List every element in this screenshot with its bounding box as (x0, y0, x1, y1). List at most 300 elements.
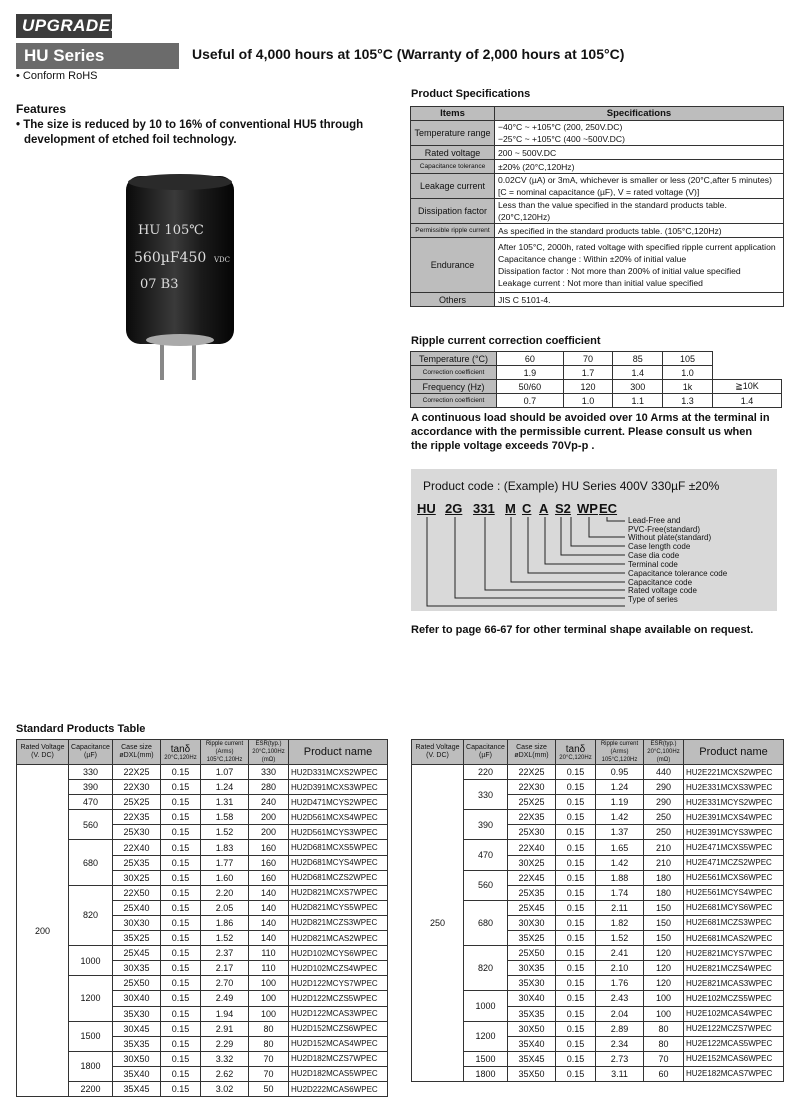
product-name-cell: HU2E471MCZS2WPEC (684, 855, 784, 870)
ripple-cell: 3.32 (201, 1051, 249, 1066)
case-size-cell: 30X35 (508, 961, 556, 976)
col-tan: tanδ 20°C,120Hz (161, 740, 201, 765)
capacitance-cell: 820 (464, 946, 508, 991)
series-title: HU Series (16, 43, 179, 69)
spec-dis-value: Less than the value specified in the standard products table. (20°C,120Hz) (495, 199, 784, 224)
tan-cell: 0.15 (556, 825, 596, 840)
case-size-cell: 22X30 (113, 780, 161, 795)
case-size-cell: 25X50 (113, 976, 161, 991)
standard-products-title: Standard Products Table (16, 723, 146, 735)
tan-cell: 0.15 (161, 840, 201, 855)
tan-cell: 0.15 (161, 1066, 201, 1081)
ripple-table (410, 351, 782, 408)
tan-cell: 0.15 (161, 1021, 201, 1036)
product-name-cell: HU2E122MCZS7WPEC (684, 1021, 784, 1036)
tan-cell: 0.15 (556, 1036, 596, 1051)
esr-cell: 200 (249, 825, 289, 840)
col-ripple: Ripple current (Arms) 105°C,120Hz (201, 740, 249, 765)
spec-end-label: Endurance (411, 238, 495, 293)
case-size-cell: 30X25 (508, 855, 556, 870)
esr-cell: 120 (644, 976, 684, 991)
ripple-freq-coef: 0.7 (497, 394, 564, 408)
tan-cell: 0.15 (161, 961, 201, 976)
esr-cell: 140 (249, 931, 289, 946)
ripple-cell: 2.34 (596, 1036, 644, 1051)
tan-cell: 0.15 (556, 1021, 596, 1036)
tan-cell: 0.15 (556, 840, 596, 855)
tan-cell: 0.15 (161, 780, 201, 795)
upgrade-badge: UPGRADE! (16, 14, 112, 38)
ripple-cell: 2.49 (201, 991, 249, 1006)
ripple-cell: 1.77 (201, 855, 249, 870)
table-row (412, 946, 784, 961)
esr-cell: 290 (644, 780, 684, 795)
ripple-cell: 1.52 (201, 825, 249, 840)
capacitance-cell: 680 (464, 900, 508, 945)
product-name-cell: HU2E391MCXS4WPEC (684, 810, 784, 825)
product-name-cell: HU2D122MCAS3WPEC (289, 1006, 388, 1021)
spec-end-line: Capacitance change : Within ±20% of initial value (498, 254, 687, 264)
col-voltage: Rated Voltage (V. DC) (412, 740, 464, 765)
product-name-cell: HU2E561MCXS6WPEC (684, 870, 784, 885)
code-seg: EC (599, 501, 618, 516)
case-size-cell: 25X35 (113, 855, 161, 870)
table-row (17, 1081, 388, 1096)
table-row (17, 795, 388, 810)
esr-cell: 110 (249, 961, 289, 976)
ripple-cell: 2.17 (201, 961, 249, 976)
capacitance-cell: 1200 (464, 1021, 508, 1051)
ripple-temp: 105 (663, 352, 713, 366)
ripple-cell: 1.31 (201, 795, 249, 810)
case-size-cell: 25X30 (113, 825, 161, 840)
case-size-cell: 22X25 (113, 765, 161, 780)
product-name-cell: HU2E152MCAS6WPEC (684, 1051, 784, 1066)
col-voltage: Rated Voltage (V. DC) (17, 740, 69, 765)
spec-volt-label: Rated voltage (411, 146, 495, 160)
case-size-cell: 35X30 (508, 976, 556, 991)
ripple-freq-coef: 1.3 (663, 394, 713, 408)
ripple-freq-coef: 1.0 (563, 394, 613, 408)
capacitance-cell: 2200 (69, 1081, 113, 1096)
esr-cell: 100 (249, 1006, 289, 1021)
ripple-cell: 2.04 (596, 1006, 644, 1021)
case-size-cell: 22X50 (113, 885, 161, 900)
table-row (17, 1051, 388, 1066)
table-row (412, 870, 784, 885)
ripple-cell: 2.41 (596, 946, 644, 961)
table-row (412, 1021, 784, 1036)
table-row (412, 991, 784, 1006)
case-size-cell: 30X50 (508, 1021, 556, 1036)
esr-cell: 80 (644, 1036, 684, 1051)
tan-cell: 0.15 (161, 855, 201, 870)
ripple-freq-label: Frequency (Hz) (411, 380, 497, 394)
table-row (412, 900, 784, 915)
code-seg: M (505, 501, 516, 516)
product-name-cell: HU2D122MCYS7WPEC (289, 976, 388, 991)
tan-cell: 0.15 (556, 961, 596, 976)
code-seg: 2G (445, 501, 463, 516)
esr-cell: 210 (644, 855, 684, 870)
esr-cell: 180 (644, 870, 684, 885)
code-label: Lead-Free and (628, 516, 681, 525)
esr-cell: 70 (249, 1051, 289, 1066)
esr-cell: 160 (249, 855, 289, 870)
esr-cell: 60 (644, 1066, 684, 1081)
ripple-cell: 1.52 (596, 931, 644, 946)
case-size-cell: 35X35 (508, 1006, 556, 1021)
case-size-cell: 25X25 (113, 795, 161, 810)
esr-cell: 290 (644, 795, 684, 810)
case-size-cell: 30X40 (113, 991, 161, 1006)
ripple-cell: 2.70 (201, 976, 249, 991)
esr-cell: 70 (249, 1066, 289, 1081)
tan-cell: 0.15 (161, 795, 201, 810)
case-size-cell: 35X40 (508, 1036, 556, 1051)
esr-cell: 330 (249, 765, 289, 780)
tan-cell: 0.15 (161, 900, 201, 915)
tan-cell: 0.15 (161, 946, 201, 961)
ripple-cell: 1.83 (201, 840, 249, 855)
esr-cell: 250 (644, 810, 684, 825)
code-seg: S2 (555, 501, 571, 516)
esr-cell: 80 (644, 1021, 684, 1036)
product-name-cell: HU2D681MCZS2WPEC (289, 870, 388, 885)
headline: Useful of 4,000 hours at 105°C (Warranty of 2,000 hours at 105°C) (192, 46, 625, 62)
case-size-cell: 35X35 (113, 1036, 161, 1051)
esr-cell: 240 (249, 795, 289, 810)
ripple-cell: 0.95 (596, 765, 644, 780)
esr-cell: 440 (644, 765, 684, 780)
spec-table (410, 106, 784, 307)
voltage-cell: 200 (17, 765, 69, 1097)
product-name-cell: HU2D821MCAS2WPEC (289, 931, 388, 946)
table-row (17, 946, 388, 961)
code-title: Product code : (Example) HU Series 400V 330µF ±20% (423, 479, 720, 493)
ripple-cell: 1.19 (596, 795, 644, 810)
product-name-cell: HU2D681MCYS4WPEC (289, 855, 388, 870)
spec-rip-label: Permissible ripple current (411, 224, 495, 238)
tan-cell: 0.15 (556, 885, 596, 900)
spec-temp-label: Temperature range (411, 121, 495, 146)
code-label: Capacitance tolerance code (628, 569, 728, 578)
ripple-cell: 3.02 (201, 1081, 249, 1096)
tan-cell: 0.15 (556, 991, 596, 1006)
capacitance-cell: 330 (69, 765, 113, 780)
cap-text-line1: HU 105℃ (138, 223, 204, 238)
case-size-cell: 30X35 (113, 961, 161, 976)
case-size-cell: 35X40 (113, 1066, 161, 1081)
case-size-cell: 22X40 (113, 840, 161, 855)
esr-cell: 100 (249, 991, 289, 1006)
rohs-note: • Conform RoHS (16, 70, 98, 82)
ripple-cell: 2.20 (201, 885, 249, 900)
ripple-temp: 85 (613, 352, 663, 366)
product-name-cell: HU2E561MCYS4WPEC (684, 885, 784, 900)
case-size-cell: 22X35 (508, 810, 556, 825)
product-name-cell: HU2D561MCYS3WPEC (289, 825, 388, 840)
ripple-cell: 1.42 (596, 810, 644, 825)
cap-text-line2: 560µF450 (134, 250, 207, 266)
tan-cell: 0.15 (161, 1081, 201, 1096)
code-label: Type of series (628, 595, 678, 604)
ripple-cell: 3.11 (596, 1066, 644, 1081)
ripple-freq: ≧10K (712, 380, 781, 394)
ripple-cell: 1.86 (201, 915, 249, 930)
spec-title: Product Specifications (411, 88, 531, 100)
esr-cell: 160 (249, 840, 289, 855)
voltage-cell: 250 (412, 765, 464, 1082)
code-label: PVC-Free(standard) (628, 525, 701, 534)
esr-cell: 80 (249, 1021, 289, 1036)
tan-cell: 0.15 (556, 946, 596, 961)
col-esr: ESR(typ.) 20°C,100Hz (mΩ) (644, 740, 684, 765)
esr-cell: 80 (249, 1036, 289, 1051)
code-leader-lines (411, 469, 777, 611)
esr-cell: 210 (644, 840, 684, 855)
table-row (412, 810, 784, 825)
product-name-cell: HU2E681MCYS6WPEC (684, 900, 784, 915)
code-label: Case length code (628, 542, 691, 551)
col-product-name: Product name (684, 740, 784, 765)
table-row (412, 765, 784, 780)
product-name-cell: HU2D122MCZS5WPEC (289, 991, 388, 1006)
ripple-cell: 1.58 (201, 810, 249, 825)
code-label: Without plate(standard) (628, 533, 712, 542)
ripple-cell: 2.62 (201, 1066, 249, 1081)
ripple-temp-coef: 1.7 (563, 366, 613, 380)
tan-cell: 0.15 (161, 810, 201, 825)
product-name-cell: HU2E331MCYS2WPEC (684, 795, 784, 810)
code-label: Rated voltage code (628, 586, 697, 595)
product-name-cell: HU2E391MCYS3WPEC (684, 825, 784, 840)
esr-cell: 180 (644, 885, 684, 900)
spec-head-items: Items (411, 107, 495, 121)
spec-leak-label: Leakage current (411, 174, 495, 199)
ripple-freq: 50/60 (497, 380, 564, 394)
spec-dis-label: Dissipation factor (411, 199, 495, 224)
ripple-freq-coef: 1.1 (613, 394, 663, 408)
col-capacitance: Capacitance (µF) (69, 740, 113, 765)
ripple-cell: 1.74 (596, 885, 644, 900)
product-name-cell: HU2E122MCAS5WPEC (684, 1036, 784, 1051)
tan-cell: 0.15 (161, 765, 201, 780)
capacitance-cell: 330 (464, 780, 508, 810)
ripple-temp: 60 (497, 352, 564, 366)
tan-cell: 0.15 (556, 810, 596, 825)
table-row (17, 765, 388, 780)
table-row (17, 1021, 388, 1036)
code-seg: 331 (473, 501, 495, 516)
code-label: Case dia code (628, 551, 680, 560)
table-row (17, 780, 388, 795)
table-row (412, 1051, 784, 1066)
col-case-size: Case size øDXL(mm) (113, 740, 161, 765)
esr-cell: 200 (249, 810, 289, 825)
cap-text-line3: 07 B3 (140, 277, 179, 292)
col-product-name: Product name (289, 740, 388, 765)
tan-cell: 0.15 (556, 915, 596, 930)
case-size-cell: 25X40 (113, 900, 161, 915)
tan-cell: 0.15 (556, 1051, 596, 1066)
table-row (412, 780, 784, 795)
code-label: Capacitance code (628, 578, 693, 587)
tan-cell: 0.15 (161, 991, 201, 1006)
spec-end-line: Leakage current : Not more than initial value specified (498, 278, 703, 288)
product-name-cell: HU2D821MCYS5WPEC (289, 900, 388, 915)
esr-cell: 150 (644, 915, 684, 930)
spec-others-value: JIS C 5101-4. (495, 293, 784, 307)
ripple-temp-label: Temperature (°C) (411, 352, 497, 366)
case-size-cell: 35X25 (113, 931, 161, 946)
capacitance-cell: 1800 (69, 1051, 113, 1081)
case-size-cell: 25X25 (508, 795, 556, 810)
product-name-cell: HU2E821MCAS3WPEC (684, 976, 784, 991)
product-name-cell: HU2D391MCXS3WPEC (289, 780, 388, 795)
esr-cell: 100 (249, 976, 289, 991)
product-name-cell: HU2D471MCYS2WPEC (289, 795, 388, 810)
ripple-temp-coef: 1.0 (663, 366, 713, 380)
table-row (412, 1066, 784, 1081)
spec-temp-line: −25°C ~ +105°C (400 ~500V.DC) (498, 134, 625, 144)
product-name-cell: HU2D152MCAS4WPEC (289, 1036, 388, 1051)
product-name-cell: HU2D152MCZS6WPEC (289, 1021, 388, 1036)
esr-cell: 110 (249, 946, 289, 961)
esr-cell: 150 (644, 931, 684, 946)
product-name-cell: HU2D561MCXS4WPEC (289, 810, 388, 825)
ripple-cell: 2.10 (596, 961, 644, 976)
code-seg: A (539, 501, 549, 516)
product-name-cell: HU2E221MCXS2WPEC (684, 765, 784, 780)
capacitance-cell: 1500 (464, 1051, 508, 1066)
product-name-cell: HU2E331MCXS3WPEC (684, 780, 784, 795)
ripple-freq: 1k (663, 380, 713, 394)
ripple-coef-label: Correction coefficient (411, 394, 497, 408)
spec-leak-line: 0.02CV (µA) or 3mA, whichever is smaller or less (20°C,after 5 minutes) (498, 175, 772, 185)
ripple-freq: 120 (563, 380, 613, 394)
cap-text-unit: VDC (214, 256, 231, 264)
tan-cell: 0.15 (161, 825, 201, 840)
case-size-cell: 22X25 (508, 765, 556, 780)
col-ripple: Ripple current (Arms) 105°C,120Hz (596, 740, 644, 765)
ripple-title: Ripple current correction coefficient (411, 335, 601, 347)
case-size-cell: 25X30 (508, 825, 556, 840)
esr-cell: 140 (249, 900, 289, 915)
spec-rip-value: As specified in the standard products table. (105°C,120Hz) (495, 224, 784, 238)
tan-cell: 0.15 (161, 1036, 201, 1051)
col-tan: tanδ 20°C,120Hz (556, 740, 596, 765)
col-esr: ESR(typ.) 20°C,100Hz (mΩ) (249, 740, 289, 765)
product-name-cell: HU2D821MCZS3WPEC (289, 915, 388, 930)
case-size-cell: 25X45 (113, 946, 161, 961)
ripple-cell: 2.11 (596, 900, 644, 915)
product-code-diagram (411, 469, 777, 611)
product-name-cell: HU2D182MCAS5WPEC (289, 1066, 388, 1081)
case-size-cell: 35X25 (508, 931, 556, 946)
ripple-cell: 1.42 (596, 855, 644, 870)
ripple-cell: 2.29 (201, 1036, 249, 1051)
spec-head-specs: Specifications (495, 107, 784, 121)
tan-cell: 0.15 (556, 870, 596, 885)
case-size-cell: 22X30 (508, 780, 556, 795)
ripple-temp-coef: 1.9 (497, 366, 564, 380)
capacitance-cell: 390 (464, 810, 508, 840)
ripple-cell: 1.76 (596, 976, 644, 991)
capacitance-cell: 1800 (464, 1066, 508, 1081)
table-row (412, 840, 784, 855)
esr-cell: 120 (644, 961, 684, 976)
case-size-cell: 30X30 (113, 915, 161, 930)
spec-end-line: Dissipation factor : Not more than 200% of initial value specified (498, 266, 741, 276)
spec-tol-label: Capacitance tolerance (411, 160, 495, 174)
ripple-cell: 1.24 (201, 780, 249, 795)
case-size-cell: 30X25 (113, 870, 161, 885)
capacitance-cell: 560 (464, 870, 508, 900)
esr-cell: 120 (644, 946, 684, 961)
spec-tol-value: ±20% (20°C,120Hz) (495, 160, 784, 174)
case-size-cell: 22X35 (113, 810, 161, 825)
capacitance-cell: 220 (464, 765, 508, 780)
products-table-200v (16, 739, 388, 1097)
ripple-cell: 1.88 (596, 870, 644, 885)
ripple-cell: 2.91 (201, 1021, 249, 1036)
capacitance-cell: 1200 (69, 976, 113, 1021)
ripple-cell: 2.73 (596, 1051, 644, 1066)
product-name-cell: HU2E821MCZS4WPEC (684, 961, 784, 976)
code-seg: WP (577, 501, 598, 516)
case-size-cell: 22X45 (508, 870, 556, 885)
tan-cell: 0.15 (556, 765, 596, 780)
esr-cell: 280 (249, 780, 289, 795)
table-row (17, 885, 388, 900)
spec-others-label: Others (411, 293, 495, 307)
ripple-freq: 300 (613, 380, 663, 394)
ripple-cell: 1.60 (201, 870, 249, 885)
esr-cell: 140 (249, 885, 289, 900)
ripple-cell: 2.89 (596, 1021, 644, 1036)
ripple-note: A continuous load should be avoided over 10 Arms at the terminal in accordance with the permissible current. Please consult us when the ripple voltage exceeds 70Vp-p . (411, 412, 770, 452)
esr-cell: 100 (644, 991, 684, 1006)
ripple-cell: 1.37 (596, 825, 644, 840)
esr-cell: 250 (644, 825, 684, 840)
code-label: Terminal code (628, 560, 678, 569)
esr-cell: 140 (249, 915, 289, 930)
capacitance-cell: 390 (69, 780, 113, 795)
tan-cell: 0.15 (161, 885, 201, 900)
product-name-cell: HU2D182MCZS7WPEC (289, 1051, 388, 1066)
esr-cell: 160 (249, 870, 289, 885)
capacitance-cell: 1500 (69, 1021, 113, 1051)
product-name-cell: HU2D102MCYS6WPEC (289, 946, 388, 961)
features-text: • The size is reduced by 10 to 16% of conventional HU5 through development of etched foil technology. (16, 119, 364, 146)
product-name-cell: HU2E681MCAS2WPEC (684, 931, 784, 946)
esr-cell: 50 (249, 1081, 289, 1096)
spec-end-line: After 105°C, 2000h, rated voltage with specified ripple current application (498, 242, 776, 252)
ripple-cell: 1.24 (596, 780, 644, 795)
case-size-cell: 25X35 (508, 885, 556, 900)
col-capacitance: Capacitance (µF) (464, 740, 508, 765)
tan-cell: 0.15 (556, 855, 596, 870)
product-name-cell: HU2E821MCYS7WPEC (684, 946, 784, 961)
tan-cell: 0.15 (161, 976, 201, 991)
case-size-cell: 25X45 (508, 900, 556, 915)
features-title: Features (16, 102, 67, 116)
case-size-cell: 35X45 (508, 1051, 556, 1066)
capacitor-image (118, 170, 248, 390)
spec-leak-line: [C = nominal capacitance (µF), V = rated voltage (V)] (498, 187, 700, 197)
capacitance-cell: 470 (69, 795, 113, 810)
